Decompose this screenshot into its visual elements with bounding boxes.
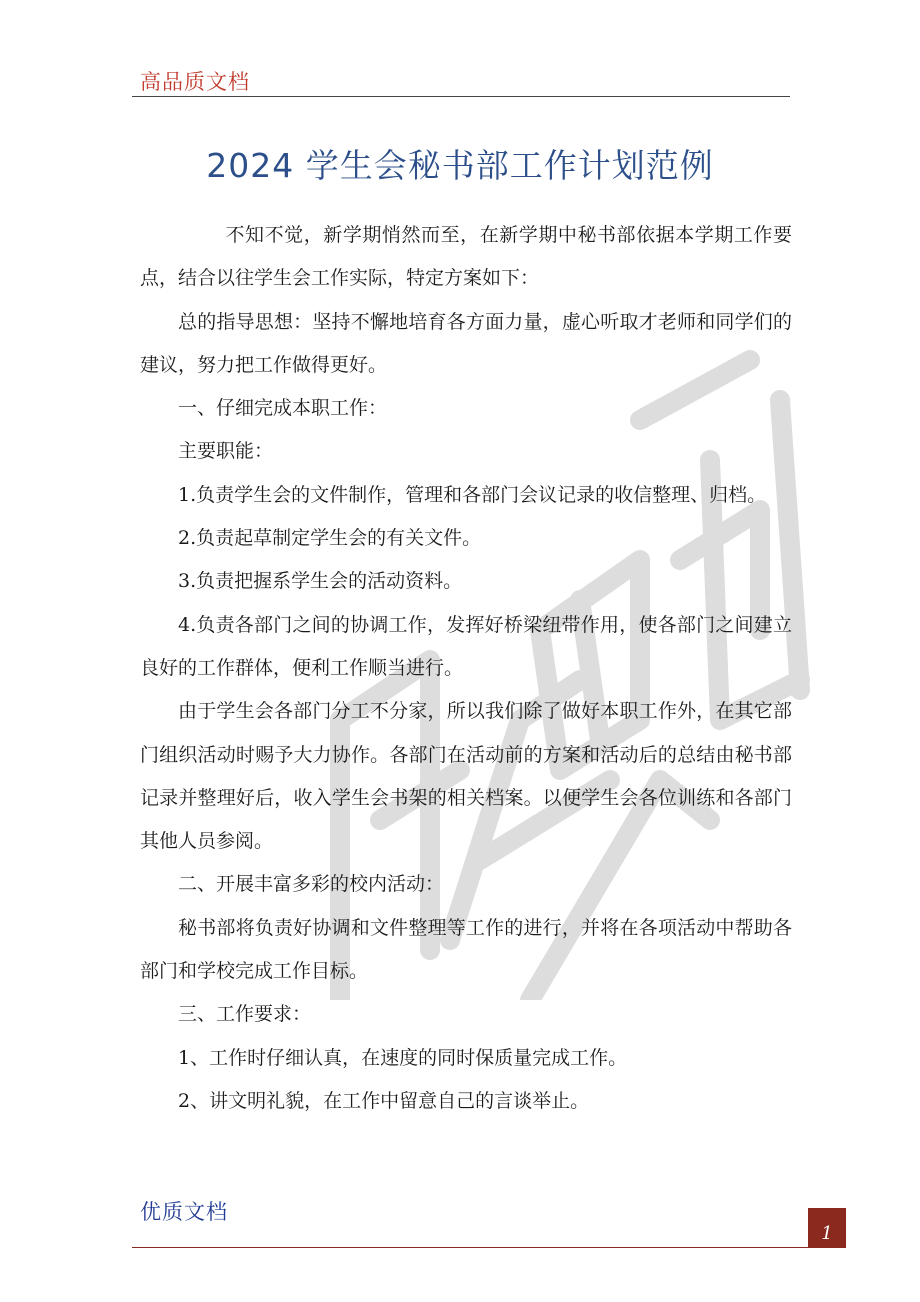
footer-divider [132, 1247, 846, 1248]
header-label: 高品质文档 [140, 70, 250, 94]
paragraph: 总的指导思想：坚持不懈地培育各方面力量，虚心听取才老师和同学们的建议，努力把工作做得更好。 [140, 310, 792, 376]
paragraph: 2、讲文明礼貌，在工作中留意自己的言谈举止。 [178, 1089, 590, 1112]
paragraph: 主要职能： [178, 440, 274, 463]
paragraph: 秘书部将负责好协调和文件整理等工作的进行，并将在各项活动中帮助各部门和学校完成工作目标。 [140, 916, 792, 983]
document-title: 2024 学生会秘书部工作计划范例 [206, 146, 714, 185]
header-divider [132, 96, 790, 97]
paragraph: 1.负责学生会的文件制作，管理和各部门会议记录的收信整理、归档。 [178, 483, 767, 506]
footer-label: 优质文档 [140, 1200, 228, 1224]
paragraph: 1、工作时仔细认真，在速度的同时保质量完成工作。 [178, 1046, 628, 1069]
page-number-badge [808, 1208, 846, 1248]
paragraph: 由于学生会各部门分工不分家，所以我们除了做好本职工作外，在其它部门组织活动时赐予大力协作。各部门在活动前的方案和活动后的总结由秘书部记录并整理好后，收入学生会书架的相关档案。以便学生会各位训练和各部门其他人员参阅。 [140, 700, 792, 853]
paragraph: 不知不觉，新学期悄然而至，在新学期中秘书部依据本学期工作要点，结合以往学生会工作实际，特定方案如下： [140, 224, 792, 290]
paragraph: 3.负责把握系学生会的活动资料。 [178, 570, 463, 593]
paragraph: 三、工作要求： [178, 1003, 312, 1026]
document-body [140, 214, 792, 1123]
paragraph: 2.负责起草制定学生会的有关文件。 [178, 527, 482, 550]
paragraph: 二、开展丰富多彩的校内活动： [178, 873, 445, 896]
page-number: 1 [821, 1223, 833, 1244]
paragraph: 4.负责各部门之间的协调工作，发挥好桥梁纽带作用，使各部门之间建立良好的工作群体，便利工作顺当进行。 [140, 613, 792, 679]
paragraph: 一、仔细完成本职工作： [178, 397, 388, 420]
